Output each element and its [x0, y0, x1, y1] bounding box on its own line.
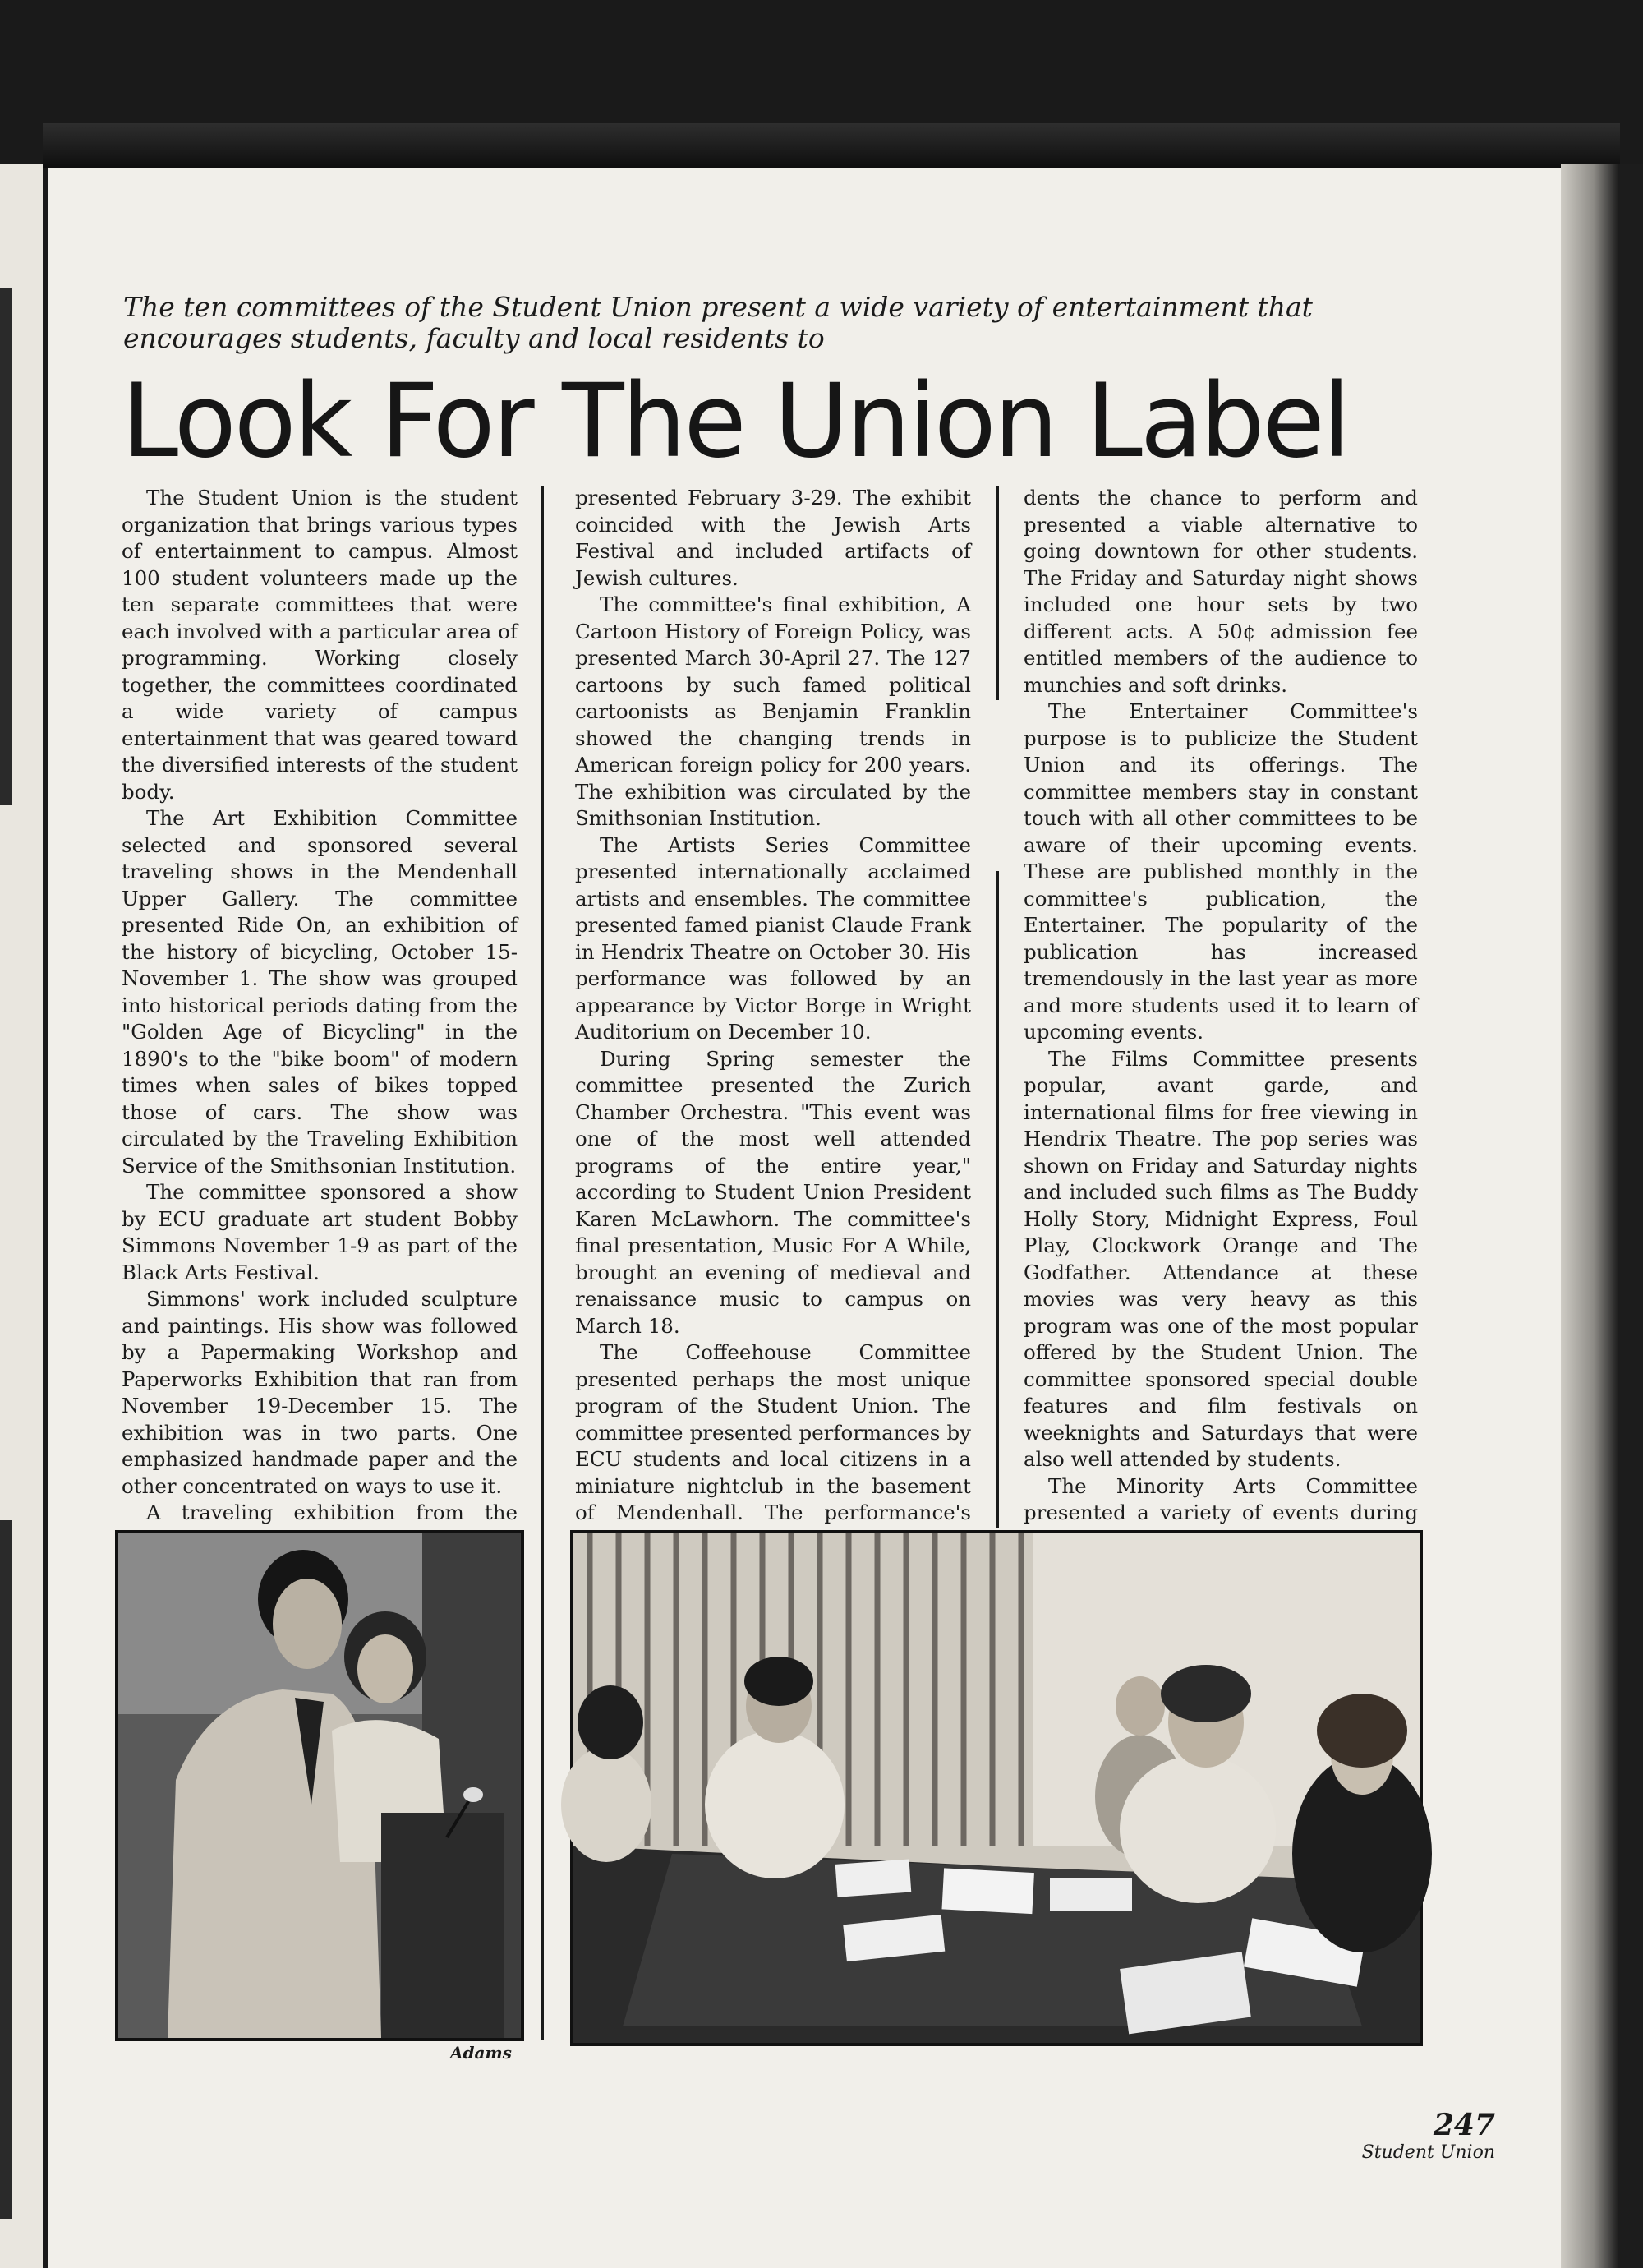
paragraph: The Films Committee presents popular, avant garde, and international films for free viewing in Hendrix Theatre. The pop series was shown on Friday and Saturday nights and included such films as The Buddy Holly Story, Midnight Express, Foul Play, Clockwork Orange and The Godfather. Attendance at these movies was very heavy as this program was one of the most popular offered by the Student Union. The committee sponsored special double features and film festivals on weeknights and Saturdays that were also well attended by students. — [1024, 1046, 1418, 1471]
paragraph: presented February 3-29. The exhibit coincided with the Jewish Arts Festival and included artifacts of Jewish cultures. — [575, 486, 971, 590]
paragraph: The Entertainer Committee's purpose is to publicize the Student Union and its offerings. The committee members stay in constant touch with all other committees to be aware of their upcoming events. These are published monthly in the committee's publication, the Entertainer. The popularity of the publication has increased tremendously in the last year as more and more students used it to learn of upcoming events. — [1024, 699, 1418, 1044]
paragraph: The Minority Arts Committee presented a variety of events during — [1024, 1473, 1418, 1524]
page-edge-stack — [1561, 164, 1643, 2268]
photo-speaker-at-podium — [115, 1530, 524, 2041]
folio — [1362, 2109, 1495, 2164]
column-rule — [996, 871, 999, 1528]
page-number: 247 — [1433, 2108, 1495, 2142]
column-rule — [541, 486, 544, 2040]
section-label: Student Union — [1361, 2142, 1495, 2163]
paragraph: A traveling exhibition from the — [146, 1500, 518, 1524]
text-column-1 — [122, 485, 518, 1524]
paragraph: dents the chance to perform and presented a viable alternative to going downtown for other students. The Friday and Saturday night shows included one hour sets by two different acts. A 50¢ admission fee entitled members of the audience to munchies and soft drinks. — [1024, 486, 1418, 697]
paragraph: During Spring semester the committee presented the Zurich Chamber Orchestra. "This event was one of the most well attended programs of the entire year," according to Student Union President Karen McLawhorn. The committee's final presentation, Music For A While, brought an evening of medieval and renaissance music to campus on March 18. — [575, 1046, 971, 1338]
paragraph: The committee's final exhibition, A Cartoon History of Foreign Policy, was presented March 30-April 27. The 127 cartoons by such famed political cartoonists as Benjamin Franklin showed the changing trends in American foreign policy for 200 years. The exhibition was circulated by the Smithsonian Institution. — [575, 592, 971, 830]
column-rule — [996, 486, 999, 700]
text-column-3 — [1024, 485, 1418, 1524]
facing-page-photo-edge — [0, 288, 12, 805]
paragraph: The Student Union is the student organization that brings various types of entertainment to campus. Almost 100 student volunteers made up the ten separate committees that were each involved with a particular area of programming. Working closely together, the committees coordinated a wide variety of campus entertainment that was geared toward the diversified interests of the student body. — [122, 486, 518, 804]
intro-kicker: The ten committees of the Student Union present a wide variety of entertainment that encourages students, faculty and local residents to — [123, 291, 1313, 354]
facing-page-edge — [0, 164, 43, 2268]
headline: Look For The Union Label — [122, 362, 1349, 481]
photo-committee-meeting — [570, 1530, 1423, 2046]
photo-credit: Adams — [450, 2043, 512, 2063]
paragraph: The committee sponsored a show by ECU graduate art student Bobby Simmons November 1-9 as part of the Black Arts Festival. — [122, 1180, 518, 1284]
text-column-2 — [575, 485, 971, 1524]
paragraph: The Coffeehouse Committee presented perhaps the most unique program of the Student Union. The committee presented performances by ECU students and local citizens in a miniature nightclub in the basement of Mendenhall. The performance's — [575, 1340, 971, 1524]
binding-shadow — [43, 123, 1620, 168]
paragraph: The Artists Series Committee presented internationally acclaimed artists and ensembles. The committee presented famed pianist Claude Frank in Hendrix Theatre on October 30. His performance was followed by an appearance by Victor Borge in Wright Auditorium on December 10. — [575, 832, 971, 1044]
facing-page-photo-edge — [0, 1520, 12, 2219]
paragraph: Simmons' work included sculpture and paintings. His show was followed by a Papermaking Workshop and Paperworks Exhibition that ran from November 19-December 15. The exhibition was in two parts. One emphasized handmade paper and the other concentrated on ways to use it. — [122, 1287, 518, 1498]
paragraph: The Art Exhibition Committee selected and sponsored several traveling shows in the Mendenhall Upper Gallery. The committee presented Ride On, an exhibition of the history of bicycling, October 15-November 1. The show was grouped into historical periods dating from the "Golden Age of Bicycling" in the 1890's to the "bike boom" of modern times when sales of bikes topped those of cars. The show was circulated by the Traveling Exhibition Service of the Smithsonian Institution. — [122, 806, 518, 1178]
